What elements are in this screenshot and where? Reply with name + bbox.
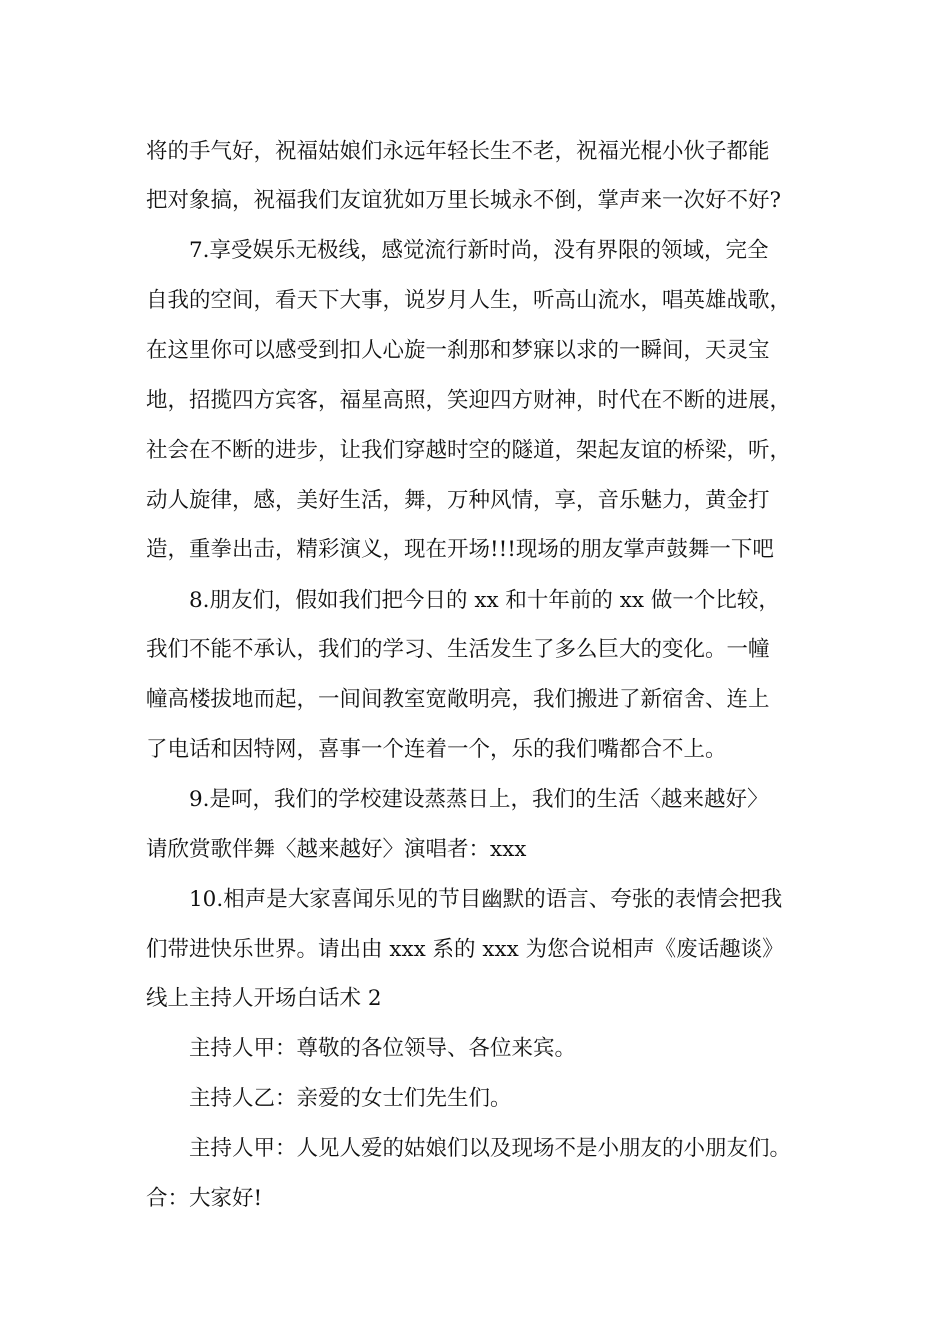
text-line: 社会在不断的进步，让我们穿越时空的隧道，架起友谊的桥梁，听， [146,438,792,463]
section-heading: 线上主持人开场白话术 2 [146,986,382,1011]
text-line: 地，招揽四方宾客，福星高照，笑迎四方财神，时代在不断的进展， [146,388,792,413]
text-line: 动人旋律，感，美好生活，舞，万种风情，享，音乐魅力，黄金打 [146,488,770,513]
host-line: 主持人甲：尊敬的各位领导、各位来宾。 [189,1036,577,1061]
text-line: 我们不能不承认，我们的学习、生活发生了多么巨大的变化。一幢 [146,637,770,662]
text-line: 造，重拳出击，精彩演义，现在开场!!!现场的朋友掌声鼓舞一下吧 [146,537,774,562]
text-line: 将的手气好，祝福姑娘们永远年轻长生不老，祝福光棍小伙子都能 [146,139,770,164]
paragraph-8-start: 8.朋友们，假如我们把今日的 xx 和十年前的 xx 做一个比较， [189,588,780,613]
paragraph-9-start: 9.是呵，我们的学校建设蒸蒸日上，我们的生活〈越来越好〉 [189,787,769,812]
paragraph-10-start: 10.相声是大家喜闻乐见的节目幽默的语言、夸张的表情会把我 [189,887,783,912]
text-line: 幢高楼拔地而起，一间间教室宽敞明亮，我们搬进了新宿舍、连上 [146,687,770,712]
text-line: 请欣赏歌伴舞〈越来越好〉演唱者：xxx [146,837,527,862]
text-line: 了电话和因特网，喜事一个连着一个，乐的我们嘴都合不上。 [146,737,727,762]
text-line: 把对象搞，祝福我们友谊犹如万里长城永不倒，掌声来一次好不好? [146,188,782,213]
host-line: 主持人甲：人见人爱的姑娘们以及现场不是小朋友的小朋友们。 [189,1136,792,1161]
text-line: 自我的空间，看天下大事，说岁月人生，听高山流水，唱英雄战歌， [146,288,792,313]
text-line: 们带进快乐世界。请出由 xxx 系的 xxx 为您合说相声《废话趣谈》 [146,937,784,962]
text-line: 在这里你可以感受到扣人心旋一刹那和梦寐以求的一瞬间，天灵宝 [146,338,770,363]
host-line: 合：大家好! [146,1186,263,1211]
paragraph-7-start: 7.享受娱乐无极线，感觉流行新时尚，没有界限的领域，完全 [189,238,769,263]
host-line: 主持人乙：亲爱的女士们先生们。 [189,1086,512,1111]
